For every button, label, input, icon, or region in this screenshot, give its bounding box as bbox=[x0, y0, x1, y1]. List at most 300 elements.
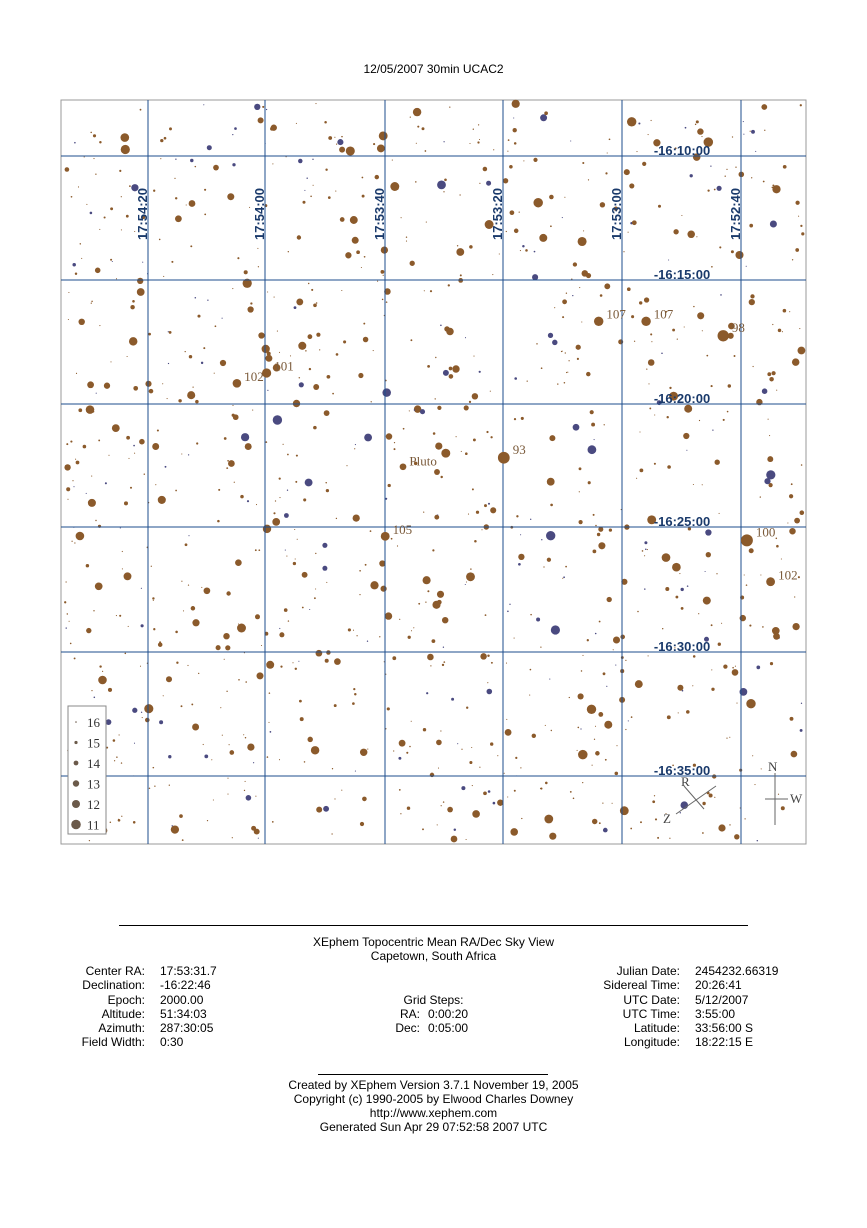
center-ra-label: Center RA: bbox=[85, 964, 145, 978]
star bbox=[322, 543, 327, 548]
star bbox=[506, 719, 507, 720]
star bbox=[500, 804, 501, 805]
star bbox=[514, 790, 516, 792]
star bbox=[518, 563, 521, 566]
star bbox=[414, 409, 415, 410]
star bbox=[116, 756, 118, 758]
star bbox=[564, 197, 565, 198]
star bbox=[438, 768, 439, 769]
star bbox=[536, 618, 540, 622]
star bbox=[88, 499, 96, 507]
star bbox=[598, 712, 603, 717]
star bbox=[413, 627, 414, 628]
star bbox=[66, 627, 67, 628]
star bbox=[426, 222, 427, 223]
star bbox=[760, 574, 761, 575]
star bbox=[749, 299, 755, 305]
star bbox=[267, 390, 268, 391]
star bbox=[406, 752, 408, 754]
star bbox=[632, 220, 637, 225]
star bbox=[121, 762, 122, 763]
star bbox=[425, 601, 426, 602]
star bbox=[87, 381, 94, 388]
star bbox=[313, 426, 317, 430]
star bbox=[652, 800, 655, 803]
star bbox=[532, 734, 536, 738]
star bbox=[550, 225, 552, 227]
star bbox=[165, 466, 167, 468]
star bbox=[158, 496, 166, 504]
star bbox=[314, 597, 316, 599]
star bbox=[379, 131, 388, 140]
utc-date-label: UTC Date: bbox=[623, 992, 680, 1007]
star bbox=[110, 821, 112, 823]
star bbox=[189, 355, 192, 358]
star bbox=[573, 262, 577, 266]
star bbox=[296, 123, 297, 124]
star bbox=[352, 237, 359, 244]
star bbox=[446, 328, 454, 336]
star bbox=[399, 789, 401, 791]
star bbox=[267, 756, 269, 758]
grid-ra-value: 0:00:20 bbox=[428, 1007, 469, 1021]
star bbox=[469, 245, 473, 249]
star bbox=[701, 136, 702, 137]
center-ra-value: 17:53:31.7 bbox=[160, 964, 217, 978]
star bbox=[702, 330, 703, 331]
star bbox=[169, 127, 172, 130]
star bbox=[406, 237, 407, 238]
star bbox=[514, 418, 516, 420]
star bbox=[94, 697, 96, 699]
star bbox=[497, 755, 498, 756]
star bbox=[600, 294, 603, 297]
star bbox=[377, 281, 378, 282]
star bbox=[505, 729, 512, 736]
star bbox=[767, 456, 773, 462]
star bbox=[227, 778, 228, 779]
grid-steps-values bbox=[428, 1007, 468, 1036]
star bbox=[144, 704, 153, 713]
star bbox=[654, 463, 656, 465]
star bbox=[440, 476, 442, 478]
star bbox=[554, 307, 555, 308]
star bbox=[607, 152, 608, 153]
star bbox=[313, 185, 314, 186]
sidereal-time-value: 20:26:41 bbox=[695, 978, 742, 993]
star bbox=[271, 125, 277, 131]
credits-rule bbox=[318, 1074, 548, 1075]
star bbox=[778, 794, 779, 795]
star bbox=[792, 358, 800, 366]
star bbox=[696, 236, 697, 237]
star bbox=[89, 840, 90, 841]
star bbox=[718, 824, 725, 831]
star bbox=[204, 189, 206, 191]
star bbox=[726, 738, 727, 739]
star bbox=[243, 734, 244, 735]
star bbox=[789, 311, 790, 312]
star bbox=[800, 104, 802, 106]
star bbox=[128, 626, 129, 627]
star bbox=[681, 607, 684, 610]
star bbox=[443, 141, 444, 142]
star bbox=[711, 266, 713, 268]
info-right-values bbox=[695, 964, 778, 1050]
star bbox=[379, 636, 380, 637]
star bbox=[443, 647, 444, 648]
star bbox=[732, 669, 739, 676]
star bbox=[516, 515, 518, 517]
star bbox=[452, 365, 459, 372]
compass-west-label: W bbox=[790, 791, 803, 806]
star bbox=[362, 195, 365, 198]
star bbox=[386, 301, 388, 303]
star bbox=[158, 642, 163, 647]
star bbox=[336, 518, 337, 519]
star bbox=[104, 383, 110, 389]
star bbox=[725, 176, 726, 177]
star bbox=[222, 735, 223, 736]
star bbox=[728, 384, 731, 387]
star bbox=[551, 730, 552, 731]
star bbox=[370, 581, 378, 589]
star bbox=[735, 251, 743, 259]
dec-label: -16:10:00 bbox=[653, 143, 711, 158]
star bbox=[169, 785, 170, 786]
star bbox=[255, 796, 256, 797]
star bbox=[178, 399, 181, 402]
star bbox=[507, 611, 509, 613]
object-marker bbox=[741, 534, 753, 546]
star bbox=[699, 420, 700, 421]
star bbox=[387, 707, 390, 710]
star bbox=[75, 272, 77, 274]
star bbox=[359, 570, 361, 572]
star bbox=[651, 120, 652, 121]
star bbox=[345, 252, 351, 258]
star bbox=[544, 111, 548, 115]
star bbox=[522, 245, 524, 247]
star bbox=[778, 329, 781, 332]
star bbox=[479, 139, 480, 140]
star bbox=[776, 538, 778, 540]
star bbox=[627, 117, 636, 126]
star bbox=[729, 824, 730, 825]
legend-swatch bbox=[74, 761, 79, 766]
star bbox=[595, 726, 596, 727]
star bbox=[340, 217, 345, 222]
star bbox=[461, 786, 465, 790]
legend-swatch bbox=[75, 721, 77, 723]
star bbox=[520, 767, 521, 768]
star bbox=[649, 407, 651, 409]
star bbox=[354, 693, 356, 695]
view-location: Capetown, South Africa bbox=[370, 949, 497, 963]
star bbox=[646, 368, 647, 369]
star bbox=[128, 458, 129, 459]
star bbox=[124, 501, 128, 505]
star bbox=[279, 628, 280, 629]
star bbox=[228, 460, 235, 467]
star bbox=[461, 451, 462, 452]
star bbox=[443, 370, 449, 376]
star bbox=[167, 398, 168, 399]
star bbox=[132, 300, 135, 303]
star bbox=[792, 623, 799, 630]
star bbox=[681, 588, 684, 591]
star bbox=[762, 626, 764, 628]
star bbox=[381, 586, 387, 592]
star bbox=[506, 663, 507, 664]
star bbox=[296, 455, 298, 457]
star bbox=[360, 749, 367, 756]
star bbox=[415, 181, 417, 183]
star bbox=[513, 128, 517, 132]
star bbox=[437, 824, 438, 825]
star bbox=[434, 469, 440, 475]
star bbox=[91, 301, 92, 302]
star bbox=[67, 613, 68, 614]
star bbox=[644, 588, 645, 589]
star bbox=[364, 256, 366, 258]
star bbox=[761, 104, 767, 110]
star bbox=[756, 666, 760, 670]
star bbox=[295, 558, 296, 559]
utc-date-value: 5/12/2007 bbox=[695, 992, 749, 1007]
star bbox=[577, 750, 578, 751]
star bbox=[530, 614, 532, 616]
star bbox=[383, 275, 384, 276]
star bbox=[315, 553, 316, 554]
star bbox=[469, 401, 471, 403]
star bbox=[247, 743, 254, 750]
star bbox=[249, 207, 250, 208]
star bbox=[175, 159, 176, 160]
star bbox=[423, 576, 431, 584]
star bbox=[546, 531, 555, 540]
compass-r-label: R bbox=[681, 774, 690, 789]
star bbox=[770, 662, 773, 665]
star bbox=[667, 715, 671, 719]
star bbox=[322, 566, 327, 571]
star bbox=[714, 797, 715, 798]
star bbox=[422, 127, 425, 130]
star bbox=[435, 443, 442, 450]
star bbox=[539, 234, 547, 242]
star bbox=[484, 504, 487, 507]
star bbox=[715, 460, 720, 465]
star bbox=[145, 718, 150, 723]
object-label: 100 bbox=[755, 524, 776, 540]
star bbox=[677, 685, 683, 691]
star bbox=[258, 332, 264, 338]
star bbox=[270, 731, 272, 733]
star bbox=[440, 325, 442, 327]
star bbox=[714, 189, 716, 191]
star bbox=[631, 315, 634, 318]
star bbox=[319, 349, 320, 350]
legend-magnitude: 13 bbox=[87, 776, 100, 792]
star bbox=[120, 527, 121, 528]
star bbox=[114, 760, 115, 761]
star bbox=[137, 288, 145, 296]
credit-line-url[interactable]: http://www.xephem.com bbox=[369, 1106, 498, 1120]
star bbox=[543, 566, 544, 567]
star bbox=[655, 818, 657, 820]
star bbox=[175, 215, 182, 222]
star bbox=[736, 703, 737, 704]
star bbox=[449, 367, 453, 371]
star bbox=[616, 745, 617, 746]
star bbox=[490, 436, 492, 438]
star bbox=[744, 574, 745, 575]
star bbox=[442, 664, 444, 666]
star bbox=[751, 177, 752, 178]
star bbox=[603, 672, 606, 675]
star bbox=[711, 385, 713, 387]
credit-line-generated: Generated Sun Apr 29 07:52:58 2007 UTC bbox=[319, 1120, 548, 1134]
star bbox=[769, 435, 770, 436]
field-width-label: Field Width: bbox=[81, 1035, 145, 1050]
star bbox=[410, 116, 411, 117]
star bbox=[288, 620, 289, 621]
star bbox=[72, 263, 75, 266]
star bbox=[599, 621, 601, 623]
star bbox=[255, 614, 260, 619]
star bbox=[711, 669, 712, 670]
star bbox=[629, 183, 634, 188]
star bbox=[487, 655, 489, 657]
star bbox=[547, 558, 551, 562]
star bbox=[490, 742, 493, 745]
star bbox=[190, 159, 193, 162]
dec-label: -16:30:00 bbox=[653, 639, 711, 654]
star bbox=[749, 625, 751, 627]
star bbox=[392, 160, 393, 161]
star bbox=[305, 350, 306, 351]
object-marker bbox=[498, 452, 510, 464]
star bbox=[435, 357, 436, 358]
star bbox=[597, 533, 600, 536]
star bbox=[74, 142, 76, 144]
star bbox=[668, 259, 669, 260]
azimuth-label: Azimuth: bbox=[98, 1021, 145, 1036]
star bbox=[772, 371, 776, 375]
star bbox=[432, 549, 434, 551]
star bbox=[720, 294, 722, 296]
dec-label: -16:25:00 bbox=[653, 514, 711, 529]
star bbox=[625, 660, 626, 661]
star bbox=[433, 432, 436, 435]
star bbox=[183, 610, 184, 611]
star bbox=[195, 166, 196, 167]
star bbox=[509, 604, 510, 605]
star bbox=[581, 321, 582, 322]
star bbox=[491, 662, 493, 664]
credit-line-copyright: Copyright (c) 1990-2005 by Elwood Charles Downey bbox=[293, 1092, 574, 1106]
star bbox=[153, 628, 155, 630]
star bbox=[562, 316, 564, 318]
star bbox=[258, 838, 259, 839]
star bbox=[587, 705, 596, 714]
star bbox=[207, 145, 212, 150]
star bbox=[631, 716, 633, 718]
star bbox=[613, 649, 614, 650]
star bbox=[316, 333, 320, 337]
star bbox=[302, 201, 305, 204]
star bbox=[627, 287, 631, 291]
star bbox=[371, 401, 372, 402]
star bbox=[800, 729, 803, 732]
star bbox=[367, 641, 368, 642]
star bbox=[302, 572, 308, 578]
star bbox=[466, 707, 468, 709]
object-marker bbox=[233, 379, 242, 388]
star bbox=[362, 797, 367, 802]
star bbox=[672, 563, 681, 572]
star bbox=[265, 355, 272, 362]
star bbox=[471, 747, 472, 748]
star bbox=[639, 431, 640, 432]
star bbox=[752, 755, 753, 756]
star bbox=[795, 201, 799, 205]
star bbox=[705, 529, 711, 535]
star bbox=[642, 550, 644, 552]
star bbox=[159, 239, 161, 241]
star bbox=[764, 130, 765, 131]
star bbox=[216, 645, 221, 650]
star bbox=[78, 319, 84, 325]
star bbox=[520, 534, 521, 535]
star bbox=[197, 315, 200, 318]
star bbox=[195, 297, 197, 299]
star bbox=[302, 607, 304, 609]
star bbox=[299, 377, 300, 378]
star bbox=[157, 429, 159, 431]
star bbox=[78, 408, 82, 412]
star bbox=[420, 409, 425, 414]
star bbox=[772, 324, 773, 325]
star bbox=[588, 445, 597, 454]
star bbox=[335, 191, 336, 192]
star bbox=[499, 253, 500, 254]
star bbox=[413, 108, 421, 116]
star bbox=[677, 338, 678, 339]
star bbox=[675, 596, 678, 599]
star bbox=[397, 545, 398, 546]
magnitude-legend bbox=[68, 706, 106, 834]
star bbox=[703, 597, 711, 605]
star bbox=[530, 669, 532, 671]
star bbox=[465, 337, 466, 338]
star bbox=[612, 803, 613, 804]
star bbox=[548, 333, 553, 338]
star bbox=[356, 250, 360, 254]
star bbox=[175, 490, 177, 492]
star bbox=[121, 196, 122, 197]
star bbox=[64, 464, 70, 470]
star bbox=[577, 727, 579, 729]
star bbox=[562, 217, 563, 218]
star bbox=[790, 717, 794, 721]
star bbox=[258, 266, 259, 267]
star bbox=[697, 128, 703, 134]
star bbox=[72, 480, 73, 481]
star bbox=[755, 151, 756, 152]
star bbox=[304, 190, 305, 191]
star bbox=[326, 489, 329, 492]
